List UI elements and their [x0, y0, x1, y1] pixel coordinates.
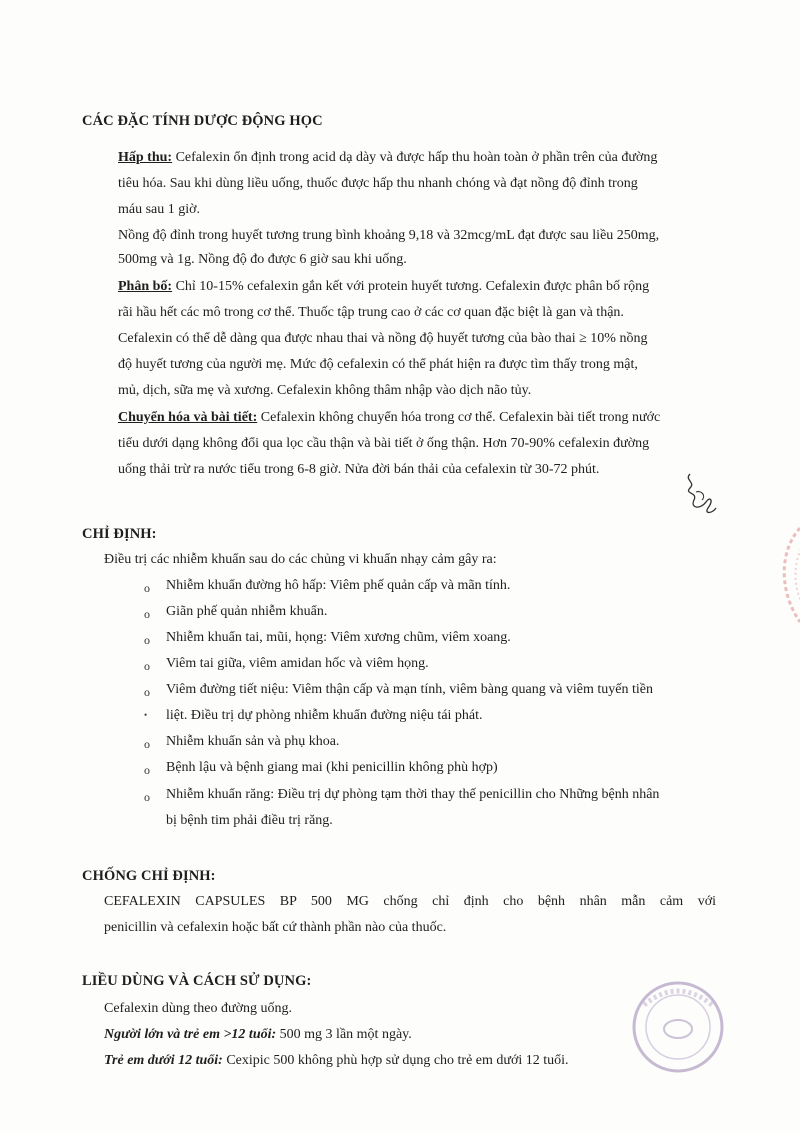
indications-intro: Điều trị các nhiễm khuẩn sau do các chủng vi khuẩn nhạy cảm gây ra: — [104, 552, 497, 567]
distribution-line-5: mủ, dịch, sữa mẹ và xương. Cefalexin không thâm nhập vào dịch não tủy. — [118, 383, 532, 398]
distribution-label: Phân bố: — [118, 279, 173, 294]
metabolism-line-1 — [118, 410, 660, 426]
indication-item: Viêm đường tiết niệu: Viêm thận cấp và mạn tính, viêm bàng quang và viêm tuyến tiền — [166, 682, 653, 697]
indication-item: Giãn phế quản nhiễm khuẩn. — [166, 604, 328, 619]
metabolism-label: Chuyển hóa và bài tiết: — [118, 410, 258, 425]
bullet-marker: o — [144, 633, 150, 647]
indication-item: Nhiễm khuẩn tai, mũi, họng: Viêm xương chũm, viêm xoang. — [166, 630, 511, 645]
dosage-heading: LIỀU DÙNG VÀ CÁCH SỬ DỤNG: — [82, 973, 312, 989]
indication-item: Nhiễm khuẩn đường hô hấp: Viêm phế quản cấp và mãn tính. — [166, 578, 511, 593]
contraindications-heading: CHỐNG CHỈ ĐỊNH: — [82, 868, 216, 884]
bullet-marker: o — [144, 790, 150, 804]
indication-item: liệt. Điều trị dự phòng nhiễm khuẩn đường niệu tái phát. — [166, 708, 483, 723]
peak-line-2: 500mg và 1g. Nồng độ đo được 6 giờ sau khi uống. — [118, 252, 407, 267]
bullet-marker: o — [144, 581, 150, 595]
adult-text: 500 mg 3 lần một ngày. — [276, 1027, 412, 1042]
bullet-marker: o — [144, 659, 150, 673]
absorption-line-3: máu sau 1 giờ. — [118, 202, 201, 217]
pk-heading: CÁC ĐẶC TÍNH DƯỢC ĐỘNG HỌC — [82, 113, 323, 129]
absorption-line-2: tiêu hóa. Sau khi dùng liều uống, thuốc được hấp thu nhanh chóng và đạt nồng độ đỉnh trong — [118, 176, 638, 191]
edge-stamp — [770, 520, 800, 630]
bullet-marker: o — [144, 763, 150, 777]
distribution-line-4: độ huyết tương của người mẹ. Mức độ cefalexin có thể phát hiện ra được tìm thấy trong mật, — [118, 357, 638, 372]
signature-mark — [676, 470, 724, 518]
indication-item: bị bệnh tim phải điều trị răng. — [166, 813, 333, 828]
indication-item: Bệnh lậu và bệnh giang mai (khi penicillin không phù hợp) — [166, 760, 498, 775]
dosage-line-1: Cefalexin dùng theo đường uống. — [104, 1001, 293, 1016]
bullet-marker: o — [144, 737, 150, 751]
child-text: Cexipic 500 không phù hợp sử dụng cho trẻ em dưới 12 tuổi. — [222, 1053, 569, 1068]
distribution-text-1: Chỉ 10-15% cefalexin gắn kết với protein huyết tương. Cefalexin được phân bố rộng — [172, 279, 650, 294]
dosage-adult-line — [104, 1027, 412, 1043]
distribution-line-3: Cefalexin có thể dễ dàng qua được nhau thai và nồng độ huyết tương của bào thai ≥ 10% nồng — [118, 331, 648, 346]
adult-label: Người lớn và trẻ em >12 tuổi: — [104, 1027, 277, 1042]
indication-item: Viêm tai giữa, viêm amidan hốc và viêm họng. — [166, 656, 429, 671]
metabolism-line-2: tiểu dưới dạng không đổi qua lọc cầu thận và bài tiết ở ống thận. Hơn 70-90% cefalexin đường — [118, 436, 650, 451]
indications-heading: CHỈ ĐỊNH: — [82, 526, 157, 542]
absorption-label: Hấp thu: — [118, 150, 173, 165]
absorption-line-1 — [118, 150, 657, 166]
official-stamp — [620, 975, 730, 1075]
absorption-text-1: Cefalexin ổn định trong acid dạ dày và được hấp thu hoàn toàn ở phần trên của đường — [172, 150, 658, 165]
bullet-marker: o — [144, 607, 150, 621]
metabolism-line-3: uống thải trừ ra nước tiểu trong 6-8 giờ. Nửa đời bán thải của cefalexin từ 30-72 phút. — [118, 462, 600, 477]
bullet-marker: o — [144, 685, 150, 699]
indication-item: Nhiễm khuẩn sản và phụ khoa. — [166, 734, 340, 749]
dosage-child-line — [104, 1053, 569, 1069]
peak-line-1: Nồng độ đỉnh trong huyết tương trung bình khoảng 9,18 và 32mcg/mL đạt được sau liều 250mg, — [118, 228, 660, 243]
contraindications-line-2: penicillin và cefalexin hoặc bất cứ thành phần nào của thuốc. — [104, 920, 447, 935]
bullet-marker-minor: • — [144, 710, 148, 720]
contraindications-line-1: CEFALEXIN CAPSULES BP 500 MG chống chỉ định cho bệnh nhân mẫn cảm với — [104, 894, 716, 909]
metabolism-text-1: Cefalexin không chuyển hóa trong cơ thể. Cefalexin bài tiết trong nước — [257, 410, 661, 425]
distribution-line-1 — [118, 279, 649, 295]
distribution-line-2: rãi hầu hết các mô trong cơ thể. Thuốc tập trung cao ở các cơ quan đặc biệt là gan và thận. — [118, 305, 624, 320]
indication-item: Nhiễm khuẩn răng: Điều trị dự phòng tạm thời thay thế penicillin cho Những bệnh nhân — [166, 787, 660, 802]
child-label: Trẻ em dưới 12 tuổi: — [104, 1053, 223, 1068]
